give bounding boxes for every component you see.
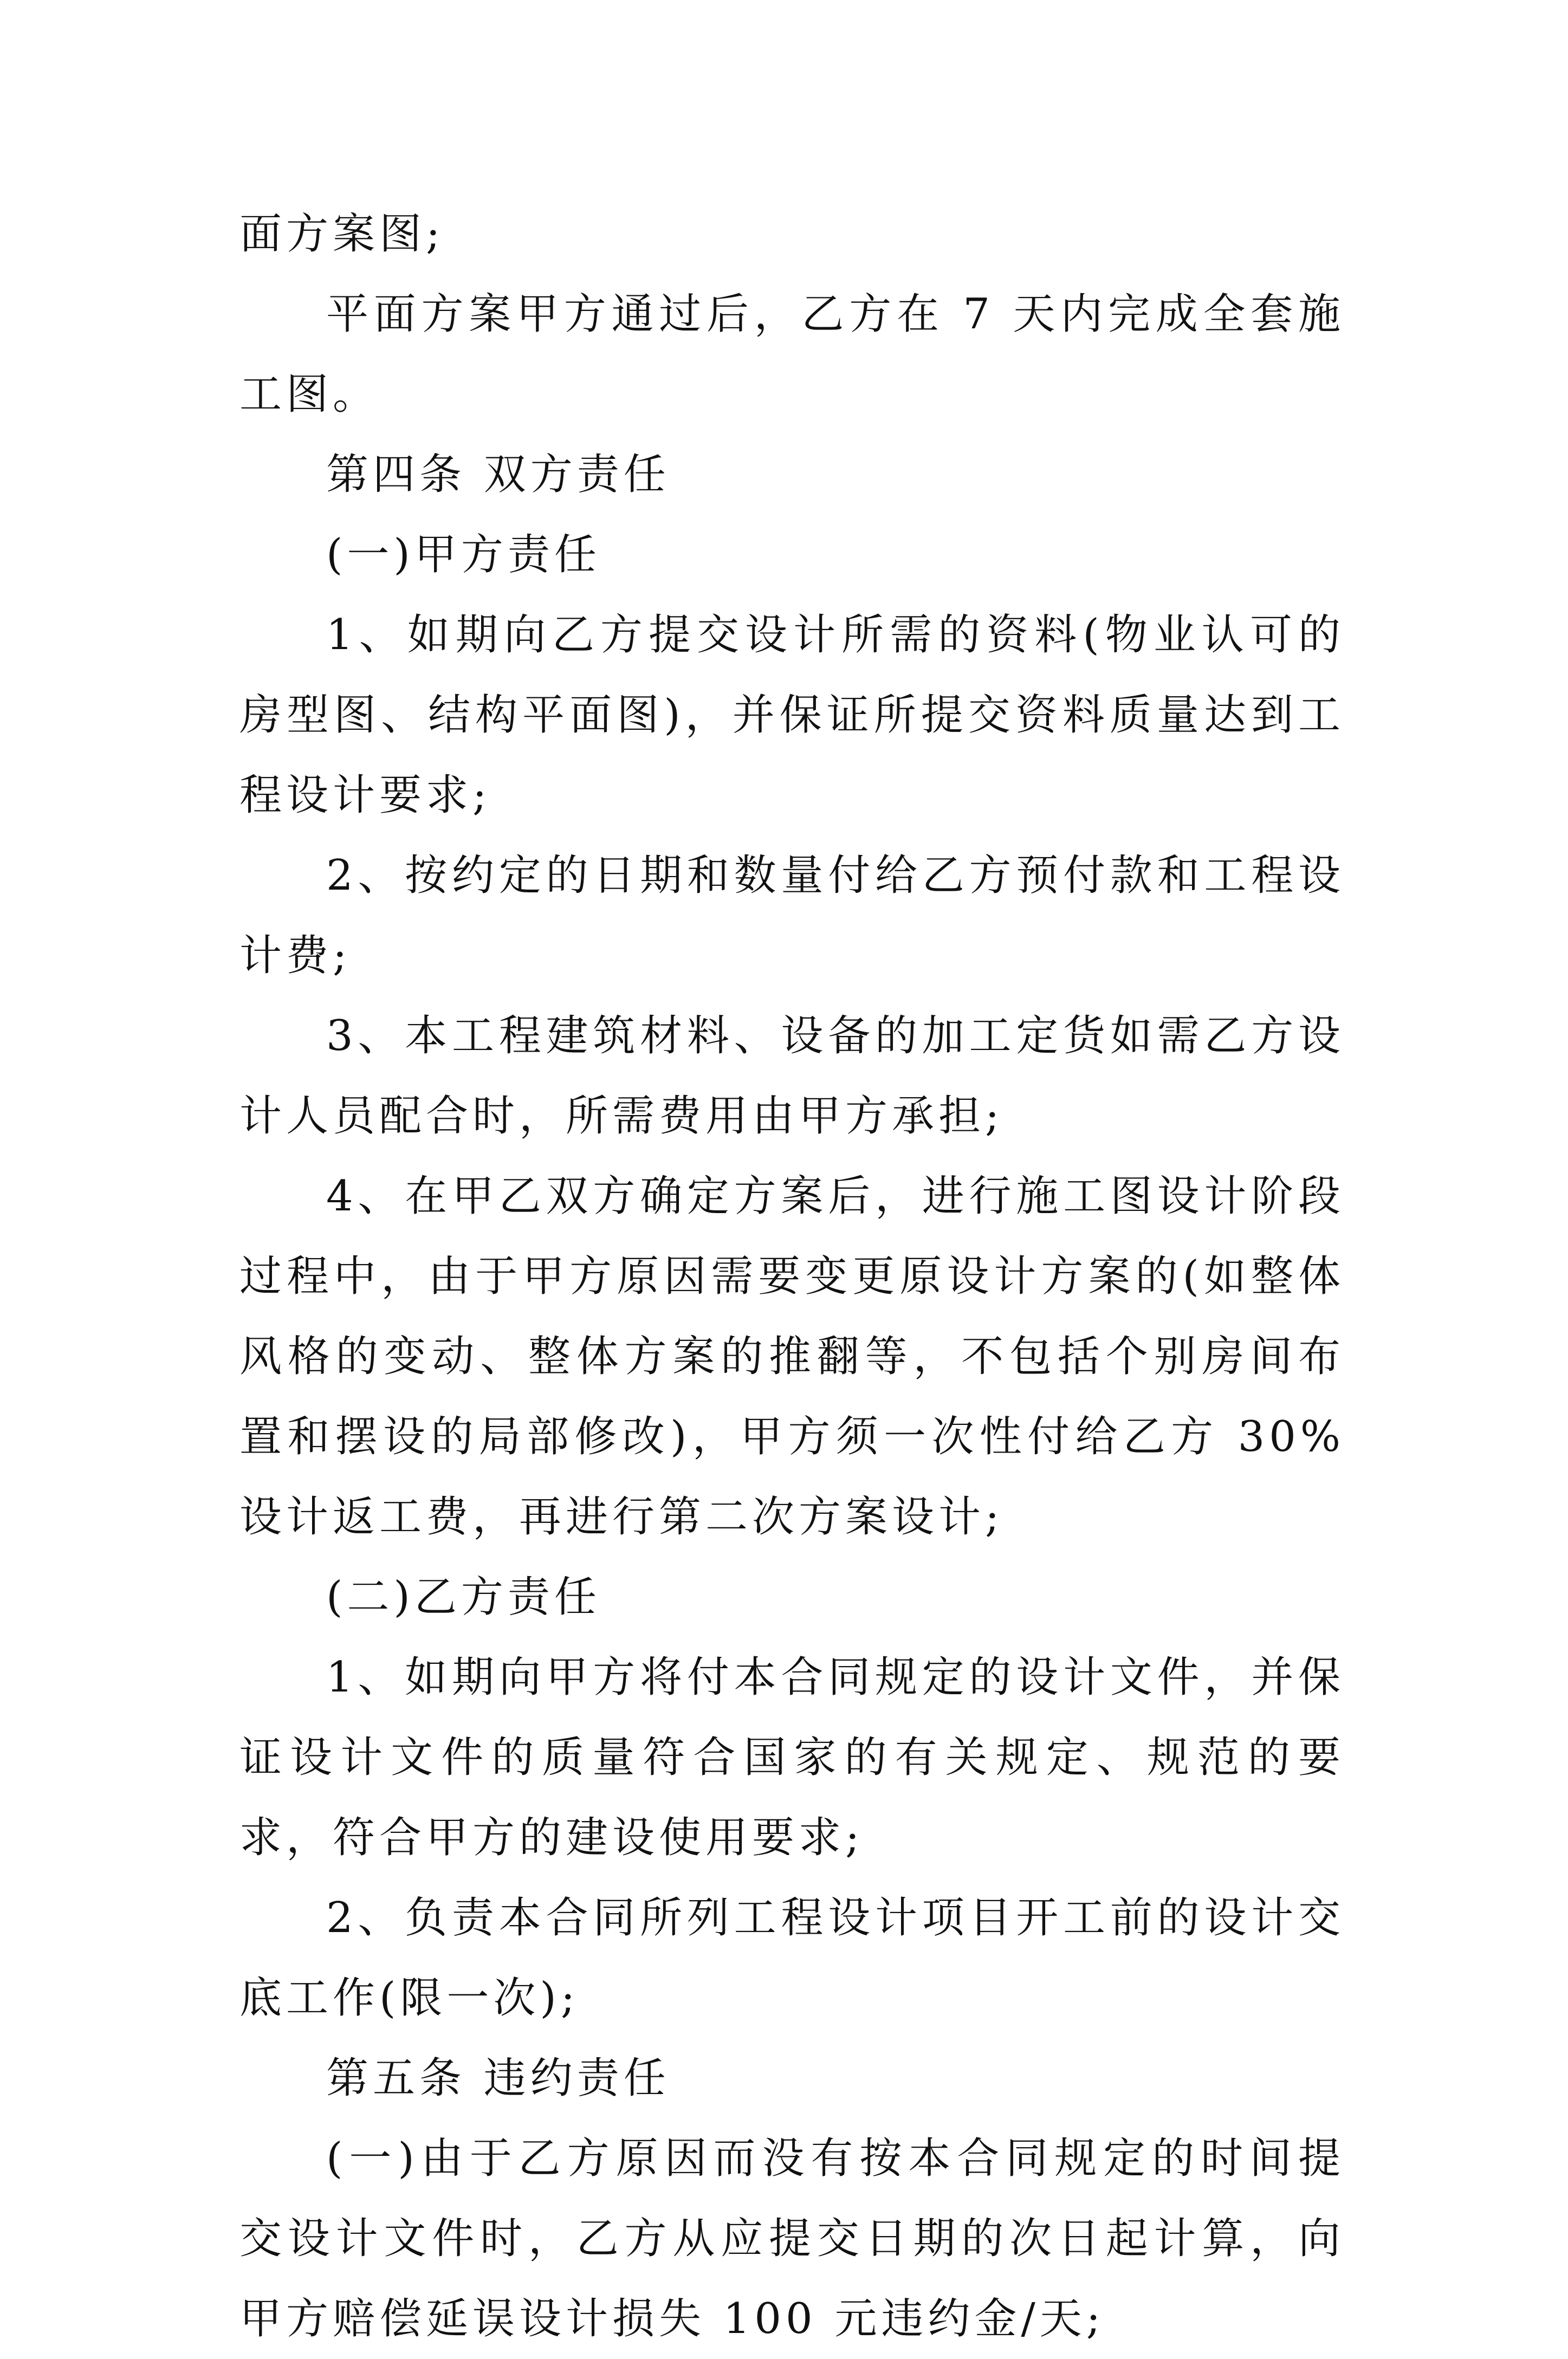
paragraph-continuation: 面方案图; bbox=[239, 210, 445, 258]
article-5-heading: 第五条 违约责任 bbox=[326, 2054, 670, 2103]
document-body bbox=[239, 194, 1345, 2359]
party-a-item-2: 2、按约定的日期和数量付给乙方预付款和工程设计费; bbox=[239, 851, 1345, 980]
party-b-responsibility-heading: (二)乙方责任 bbox=[326, 1573, 601, 1622]
paragraph-plan-approval: 平面方案甲方通过后，乙方在 7 天内完成全套施工图。 bbox=[239, 290, 1345, 419]
breach-item-1: (一)由于乙方原因而没有按本合同规定的时间提交设计文件时，乙方从应提交日期的次日起计算，向甲方赔偿延误设计损失 100 元违约金/天; bbox=[239, 2134, 1345, 2343]
party-a-item-4: 4、在甲乙双方确定方案后，进行施工图设计阶段过程中，由于甲方原因需要变更原设计方案的(如整体风格的变动、整体方案的推翻等，不包括个别房间布置和摆设的局部修改)，甲方须一次性付给乙方 30%设计返工费，再进行第二次方案设计; bbox=[239, 1172, 1345, 1541]
party-a-item-3: 3、本工程建筑材料、设备的加工定货如需乙方设计人员配合时，所需费用由甲方承担; bbox=[239, 1012, 1345, 1140]
party-a-responsibility-heading: (一)甲方责任 bbox=[326, 530, 601, 579]
party-a-item-1: 1、如期向乙方提交设计所需的资料(物业认可的房型图、结构平面图)，并保证所提交资料质量达到工程设计要求; bbox=[239, 611, 1345, 820]
party-b-item-2: 2、负责本合同所列工程设计项目开工前的设计交底工作(限一次); bbox=[239, 1894, 1345, 2023]
party-b-item-1: 1、如期向甲方将付本合同规定的设计文件，并保证设计文件的质量符合国家的有关规定、规范的要求，符合甲方的建设使用要求; bbox=[239, 1653, 1345, 1862]
article-4-heading: 第四条 双方责任 bbox=[326, 450, 670, 499]
